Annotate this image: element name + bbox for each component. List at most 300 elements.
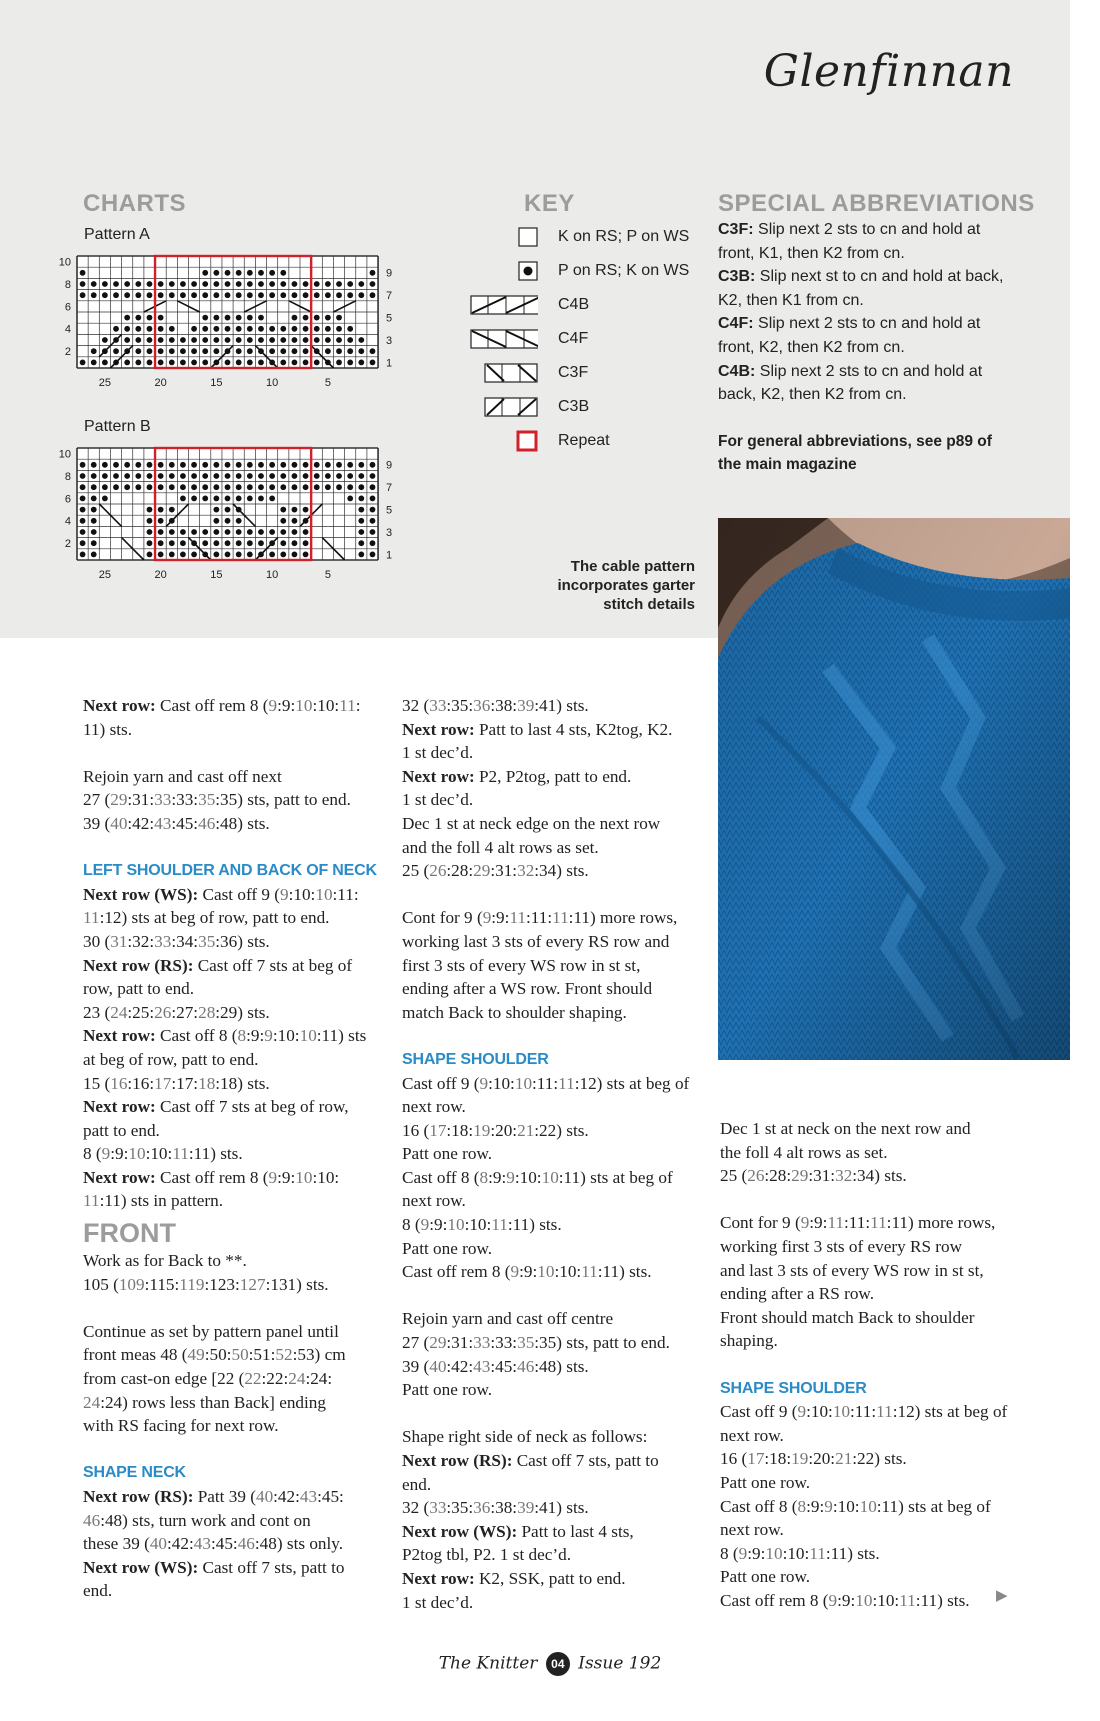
purl-dot [180,360,186,366]
purl-dot [247,292,253,298]
stitch-number-label: 5 [324,377,331,389]
purl-dot [91,507,97,513]
purl-dot [225,507,231,513]
purl-dot [80,484,86,490]
purl-dot [147,552,153,558]
purl-dot [247,540,253,546]
purl-dot [113,348,119,354]
purl-dot [292,462,298,468]
purl-dot [91,292,97,298]
purl-dot [213,484,219,490]
purl-dot [314,326,320,332]
purl-dot [247,360,253,366]
purl-dot [225,360,231,366]
purl-dot [169,484,175,490]
row-number-label: 1 [386,357,393,370]
purl-dot [135,337,141,343]
purl-dot [91,496,97,502]
purl-dot [124,473,130,479]
purl-dot [358,473,364,479]
purl-dot [236,281,242,287]
purl-dot [258,484,264,490]
purl-dot [213,496,219,502]
key-item-c3b [470,394,589,420]
purl-dot [225,326,231,332]
purl-dot [247,552,253,558]
purl-dot [158,540,164,546]
empty-square-icon [518,227,538,247]
purl-dot [325,484,331,490]
purl-dot [292,315,298,321]
page-footer [0,1652,1100,1676]
purl-dot [292,507,298,513]
purl-dot [280,507,286,513]
purl-dot [202,281,208,287]
purl-dot [303,315,309,321]
footer-page-number: 04 [546,1652,570,1676]
stitch-number-label: 20 [154,377,167,389]
purl-dot [325,326,331,332]
purl-dot [325,473,331,479]
purl-dot [113,281,119,287]
purl-dot [80,518,86,524]
purl-dot [124,360,130,366]
purl-dot [91,540,97,546]
purl-dot [314,473,320,479]
purl-dot [180,462,186,468]
c3b-cable-icon [484,397,538,417]
row-number-label: 5 [386,312,393,325]
purl-dot [314,281,320,287]
purl-dot [247,496,253,502]
key-heading: KEY [524,190,575,217]
purl-dot [202,292,208,298]
purl-dot [269,484,275,490]
purl-dot [325,292,331,298]
purl-dot [102,484,108,490]
row-number-label: 3 [386,334,393,347]
purl-dot [280,281,286,287]
purl-dot [258,496,264,502]
row-number-label: 9 [386,267,393,280]
photo-caption: The cable pattern incorporates garter stitch details [557,558,695,613]
purl-dot [124,281,130,287]
purl-dot [113,484,119,490]
special-abbreviations-heading: SPECIAL ABBREVIATIONS [718,190,1035,217]
key-label: Repeat [558,432,610,449]
purl-dot [347,281,353,287]
purl-dot [314,292,320,298]
purl-dot [336,292,342,298]
purl-dot [303,540,309,546]
sweater-photo [718,518,1070,1060]
purl-dot [247,348,253,354]
purl-dot [292,360,298,366]
purl-dot [280,270,286,276]
purl-dot [202,337,208,343]
purl-dot [191,496,197,502]
continue-arrow-icon: ▶ [996,1588,1008,1604]
purl-dot [236,496,242,502]
purl-dot [258,315,264,321]
purl-dot [358,292,364,298]
purl-dot [124,292,130,298]
purl-dot [202,270,208,276]
purl-dot [292,326,298,332]
purl-dot [247,315,253,321]
purl-dot [336,473,342,479]
stitch-number-label: 5 [324,569,331,581]
purl-dot [191,473,197,479]
purl-dot [213,326,219,332]
purl-dot [325,462,331,468]
purl-dot [258,540,264,546]
purl-dot [135,292,141,298]
row-number-label: 6 [64,301,71,314]
purl-dot [213,529,219,535]
purl-dot [225,496,231,502]
purl-dot [80,292,86,298]
row-number-label: 8 [64,278,71,291]
purl-dot [191,360,197,366]
purl-dot [280,360,286,366]
purl-dot [158,360,164,366]
row-number-label: 7 [386,482,393,495]
key-item-c4f [470,326,588,352]
purl-dot [180,529,186,535]
purl-dot [102,360,108,366]
abbr-item: C3B: Slip next st to cn and hold at back, K2, then K1 from cn. [718,268,1004,309]
purl-dot [358,462,364,468]
purl-dot [247,326,253,332]
purl-dot [280,326,286,332]
purl-dot [370,348,376,354]
c3f-cable-icon [484,363,538,383]
purl-dot [358,281,364,287]
purl-dot [213,348,219,354]
purl-dot [158,337,164,343]
purl-dot [213,292,219,298]
purl-dot [147,315,153,321]
purl-dot [236,270,242,276]
purl-dot [280,473,286,479]
purl-dot [147,292,153,298]
purl-dot [180,348,186,354]
purl-dot [280,484,286,490]
purl-dot [158,484,164,490]
purl-dot [124,337,130,343]
purl-dot [370,552,376,558]
purl-dot [191,281,197,287]
purl-dot [80,473,86,479]
row-number-label: 9 [386,459,393,472]
purl-dot [358,518,364,524]
purl-dot [269,337,275,343]
purl-dot [180,540,186,546]
purl-dot [336,484,342,490]
purl-dot [325,281,331,287]
charts-heading: CHARTS [83,190,186,217]
right-margin [1070,0,1100,1721]
purl-dot [135,326,141,332]
stitch-number-label: 25 [98,377,111,389]
purl-dot [280,462,286,468]
pattern-a-grid [50,250,430,410]
purl-dot [113,462,119,468]
purl-dot [225,529,231,535]
purl-dot [269,270,275,276]
purl-dot [370,518,376,524]
purl-dot [292,348,298,354]
purl-dot [147,348,153,354]
purl-dot [336,315,342,321]
purl-dot [347,292,353,298]
purl-dot [247,484,253,490]
purl-dot [180,552,186,558]
row-number-label: 1 [386,549,393,562]
purl-dot [258,360,264,366]
purl-dot [370,473,376,479]
purl-dot [225,484,231,490]
purl-dot [80,507,86,513]
purl-dot [147,360,153,366]
abbr-item: C4F: Slip next 2 sts to cn and hold at front, K2, then K2 from cn. [718,315,981,356]
purl-dot [147,281,153,287]
purl-dot [236,518,242,524]
purl-dot [180,337,186,343]
purl-dot [80,462,86,468]
purl-dot [236,529,242,535]
purl-dot [169,360,175,366]
stitch-number-label: 15 [210,377,223,389]
purl-dot [303,326,309,332]
purl-dot [102,473,108,479]
purl-dot [247,337,253,343]
purl-dot [213,552,219,558]
purl-dot [292,292,298,298]
purl-dot [269,292,275,298]
purl-dot [303,552,309,558]
purl-dot [225,552,231,558]
purl-dot [258,326,264,332]
purl-dot [191,348,197,354]
abbr-item: C4B: Slip next 2 sts to cn and hold at back, K2, then K2 from cn. [718,362,983,404]
key-label: C3F [558,364,589,381]
general-abbreviations-note: For general abbreviations, see p89 of the main magazine [718,433,992,473]
purl-dot [135,360,141,366]
purl-dot [147,507,153,513]
purl-dot [314,484,320,490]
purl-dot [80,529,86,535]
purl-dot [370,462,376,468]
purl-dot [314,360,320,366]
purl-dot [358,348,364,354]
purl-dot [102,337,108,343]
purl-dot [191,484,197,490]
stitch-number-label: 25 [98,569,111,581]
key-label: K on RS; P on WS [558,228,690,245]
purl-dot [169,507,175,513]
purl-dot [147,484,153,490]
purl-dot [236,315,242,321]
purl-dot [191,337,197,343]
purl-dot [358,337,364,343]
purl-dot [247,281,253,287]
purl-dot [135,348,141,354]
purl-dot [358,540,364,546]
purl-dot [213,281,219,287]
purl-dot [370,270,376,276]
purl-dot [124,326,130,332]
purl-dot [147,473,153,479]
key-label: C4B [558,296,590,313]
purl-dot [325,315,331,321]
purl-dot [124,315,130,321]
purl-dot [258,529,264,535]
purl-dot [202,496,208,502]
purl-dot [91,473,97,479]
purl-dot [236,462,242,468]
purl-dot [158,315,164,321]
stitch-number-label: 15 [210,569,223,581]
purl-dot [225,337,231,343]
purl-dot [191,462,197,468]
purl-dot [370,496,376,502]
purl-dot [147,540,153,546]
purl-dot [91,484,97,490]
purl-dot [202,315,208,321]
purl-dot [258,462,264,468]
purl-dot [169,326,175,332]
purl-dot [158,473,164,479]
row-number-label: 10 [58,448,71,461]
purl-dot [258,292,264,298]
purl-dot [358,484,364,490]
purl-dot [303,281,309,287]
purl-dot [370,360,376,366]
purl-dot [292,529,298,535]
purl-dot [280,529,286,535]
purl-dot [236,360,242,366]
purl-dot [91,462,97,468]
purl-dot [347,496,353,502]
purl-dot [292,281,298,287]
purl-dot [269,552,275,558]
purl-dot [225,315,231,321]
purl-dot [147,518,153,524]
purl-dot [269,496,275,502]
dot-square-icon [518,261,538,281]
purl-dot [247,462,253,468]
instructions-column-1: Next row: Cast off rem 8 (9:9:10:10:11: 11) sts. Rejoin yarn and cast off next 27 (29:31:33:33:35:35) sts, patt to end. 39 (40:42:43:45:46:48) sts. LEFT SHOULDER AND BACK OF NECK Next row (WS): Cast off 9 (9:10:10:11: 11:12) sts at beg of row, patt to end. 30 (31:32:33:34:35:36) sts. Next row (RS): Cast off 7 sts at beg of row, patt to end. 23 (24:25:26:27:28:29) sts. Next row: Cast off 8 (8:9:9:10:10:11) sts at beg of row, patt to end. 15 (16:16:17:17:18:18) sts. Next row: Cast off 7 sts at beg of row, patt to end. 8 (9:9:10:10:11:11) sts. Next row: Cast off rem 8 (9:9:10:10: 11:11) sts in pattern. FRONT Work as for Back to **. 105 (109:115:119:123:127:131) sts. Continue as set by pattern panel until front meas 48 (49:50:50:51:52:53) cm from cast-on edge [22 (22:22:24:24: 24:24) rows less than Back] ending with RS facing for next row. SHAPE NECK Next row (RS): Patt 39 (40:42:43:45: 46:48) sts, turn work and cont on these 39 (40:42:43:45:46:48) sts only. Next row (WS): Cast off 7 sts, patt to end. [83,696,377,1601]
row-number-label: 8 [64,470,71,483]
purl-dot [213,462,219,468]
purl-dot [158,348,164,354]
purl-dot [269,281,275,287]
instructions-column-3: Dec 1 st at neck on the next row and the foll 4 alt rows as set. 25 (26:28:29:31:32:34) sts. Cont for 9 (9:9:11:11:11:11) more rows, working first 3 sts of every RS row and last 3 sts of every WS row in st st, ending after a RS row. Front should match Back to shoulder shaping. SHAPE SHOULDER Cast off 9 (9:10:10:11:11:12) sts at beg of next row. 16 (17:18:19:20:21:22) sts. Patt one row. Cast off 8 (8:9:9:10:10:11) sts at beg of next row. 8 (9:9:10:10:11:11) sts. Patt one row. Cast off rem 8 (9:9:10:10:11:11) sts. [720,1119,1008,1610]
purl-dot [191,552,197,558]
purl-dot [102,496,108,502]
purl-dot [314,315,320,321]
purl-dot [91,281,97,287]
purl-dot [202,360,208,366]
purl-dot [213,315,219,321]
purl-dot [169,348,175,354]
purl-dot [269,348,275,354]
purl-dot [303,337,309,343]
purl-dot [269,326,275,332]
purl-dot [258,270,264,276]
purl-dot [80,360,86,366]
instructions-column-2: 32 (33:35:36:38:39:41) sts. Next row: Patt to last 4 sts, K2tog, K2. 1 st dec’d. Next row: P2, P2tog, patt to end. 1 st dec’d. Dec 1 st at neck edge on the next row and the foll 4 alt rows as set. 25 (26:28:29:31:32:34) sts. Cont for 9 (9:9:11:11:11:11) more rows, working last 3 sts of every RS row and first 3 sts of every WS row in st st, ending after a WS row. Front should match Back to shoulder shaping. SHAPE SHOULDER Cast off 9 (9:10:10:11:11:12) sts at beg of next row. 16 (17:18:19:20:21:22) sts. Patt one row. Cast off 8 (8:9:9:10:10:11) sts at beg of next row. 8 (9:9:10:10:11:11) sts. Patt one row. Cast off rem 8 (9:9:10:10:11:11) sts. Rejoin yarn and cast off centre 27 (29:31:33:33:35:35) sts, patt to end. 39 (40:42:43:45:46:48) sts. Patt one row. Shape right side of neck as follows: Next row (RS): Cast off 7 sts, patt to end. 32 (33:35:36:38:39:41) sts. Next row (WS): Patt to last 4 sts, P2tog tbl, P2. 1 st dec’d. Next row: K2, SSK, patt to end. 1 st dec’d. [402,696,690,1612]
purl-dot [370,529,376,535]
purl-dot [80,496,86,502]
purl-dot [358,529,364,535]
purl-dot [247,473,253,479]
purl-dot [213,270,219,276]
purl-dot [292,337,298,343]
purl-dot [358,552,364,558]
purl-dot [303,473,309,479]
purl-dot [370,292,376,298]
purl-dot [347,348,353,354]
purl-dot [213,518,219,524]
purl-dot [236,326,242,332]
c4f-cable-icon [470,329,538,349]
purl-dot [135,462,141,468]
purl-dot [191,292,197,298]
purl-dot [303,360,309,366]
stitch-number-label: 10 [266,569,279,581]
purl-dot [292,540,298,546]
purl-dot [292,484,298,490]
purl-dot [325,348,331,354]
pattern-b-label: Pattern B [84,418,151,435]
row-number-label: 6 [64,493,71,506]
purl-dot [180,292,186,298]
purl-dot [225,281,231,287]
purl-dot [292,518,298,524]
purl-dot [147,462,153,468]
purl-dot [336,462,342,468]
purl-dot [370,484,376,490]
purl-dot [292,473,298,479]
purl-dot [113,473,119,479]
purl-dot [169,529,175,535]
purl-dot [236,348,242,354]
row-number-label: 10 [58,256,71,269]
purl-dot [158,326,164,332]
purl-dot [225,292,231,298]
purl-dot [347,337,353,343]
purl-dot [336,281,342,287]
purl-dot [236,337,242,343]
purl-dot [169,462,175,468]
purl-dot [169,337,175,343]
purl-dot [303,348,309,354]
row-number-label: 2 [64,538,71,551]
repeat-box-icon [516,430,538,452]
purl-dot [91,552,97,558]
purl-dot [269,462,275,468]
purl-dot [358,360,364,366]
row-number-label: 5 [386,504,393,517]
purl-dot [158,462,164,468]
purl-dot [169,540,175,546]
purl-dot [147,337,153,343]
purl-dot [91,348,97,354]
purl-dot [347,326,353,332]
